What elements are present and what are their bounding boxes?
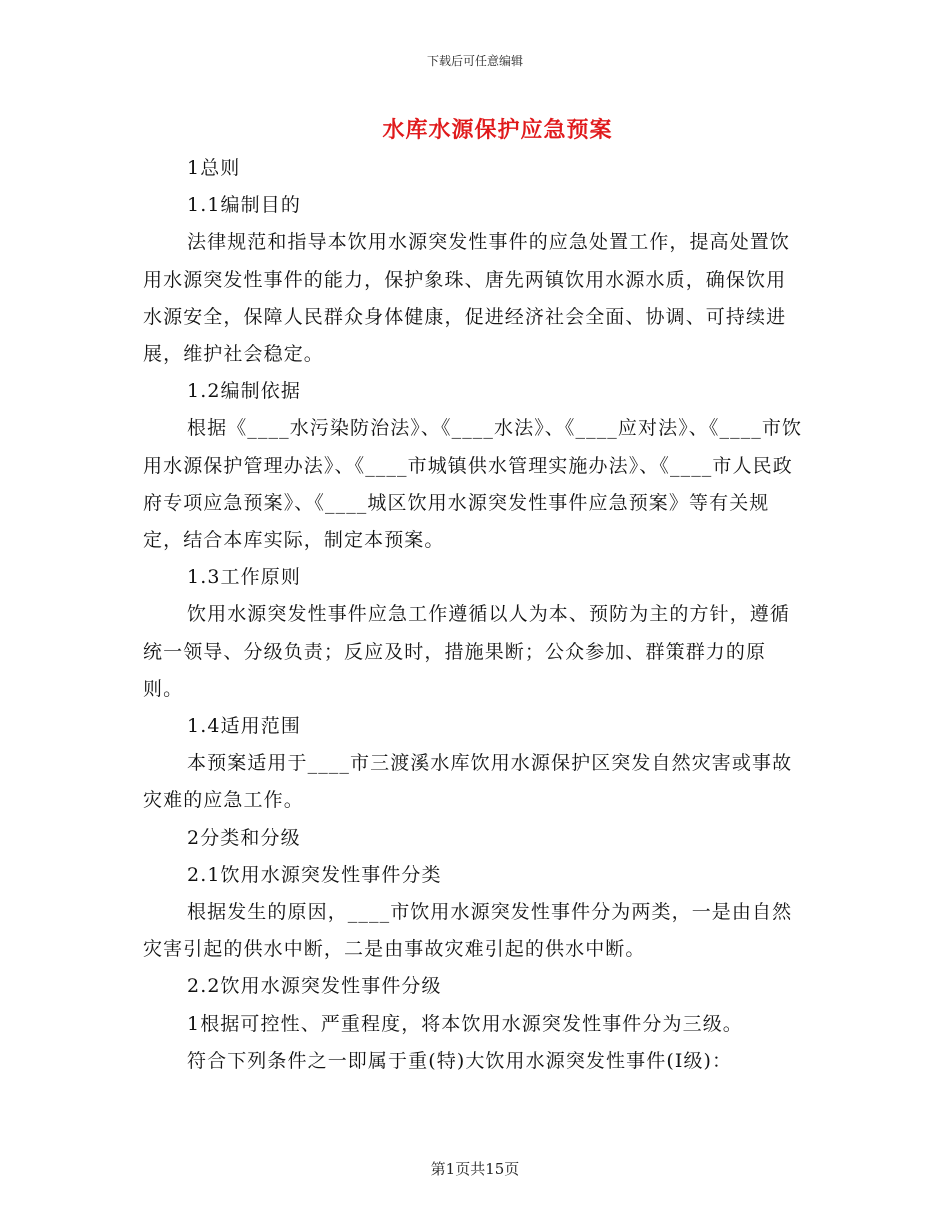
section-heading: 2分类和分级 bbox=[187, 826, 301, 849]
subsection-heading: 1.3工作原则 bbox=[187, 566, 301, 589]
subsection-heading: 2.1饮用水源突发性事件分类 bbox=[187, 863, 442, 886]
body-paragraph: 1根据可控性、严重程度，将本饮用水源突发性事件分为三级。 bbox=[187, 1012, 743, 1035]
body-paragraph: 根据《____水污染防治法》、《____水法》、《____应对法》、《____市饮用水源保护管理办法》、《____市城镇供水管理实施办法》、《____市人民政府专项应急预案》、《____城区饮用水源突发性事件应急预案》等有关规定，结合本库实际，制定本预案。 bbox=[143, 417, 803, 552]
body-paragraph: 法律规范和指导本饮用水源突发性事件的应急处置工作，提高处置饮用水源突发性事件的能力，保护象珠、唐先两镇饮用水源水质，确保饮用水源安全，保障人民群众身体健康，促进经济社会全面、协调、可持续进展，维护社会稳定。 bbox=[143, 231, 791, 366]
section-heading: 1总则 bbox=[187, 157, 241, 179]
subsection-heading: 1.1编制目的 bbox=[187, 194, 301, 217]
subsection-heading: 1.4适用范围 bbox=[187, 715, 301, 738]
body-paragraph: 符合下列条件之一即属于重(特)大饮用水源突发性事件(Ⅰ级)： bbox=[187, 1049, 733, 1072]
subsection-heading: 1.2编制依据 bbox=[187, 380, 301, 403]
document-body bbox=[143, 150, 803, 1080]
subsection-heading: 2.2饮用水源突发性事件分级 bbox=[187, 975, 442, 998]
page-number: 第1页共15页 bbox=[430, 1160, 520, 1178]
body-paragraph: 本预案适用于____市三渡溪水库饮用水源保护区突发自然灾害或事故灾难的应急工作。 bbox=[143, 752, 793, 812]
document-title: 水库水源保护应急预案 bbox=[382, 117, 613, 143]
body-paragraph: 饮用水源突发性事件应急工作遵循以人为本、预防为主的方针，遵循统一领导、分级负责；反应及时，措施果断；公众参加、群策群力的原则。 bbox=[143, 603, 791, 700]
body-paragraph: 根据发生的原因，____市饮用水源突发性事件分为两类，一是由自然灾害引起的供水中断，二是由事故灾难引起的供水中断。 bbox=[143, 901, 793, 961]
header-note: 下载后可任意编辑 bbox=[426, 54, 523, 68]
